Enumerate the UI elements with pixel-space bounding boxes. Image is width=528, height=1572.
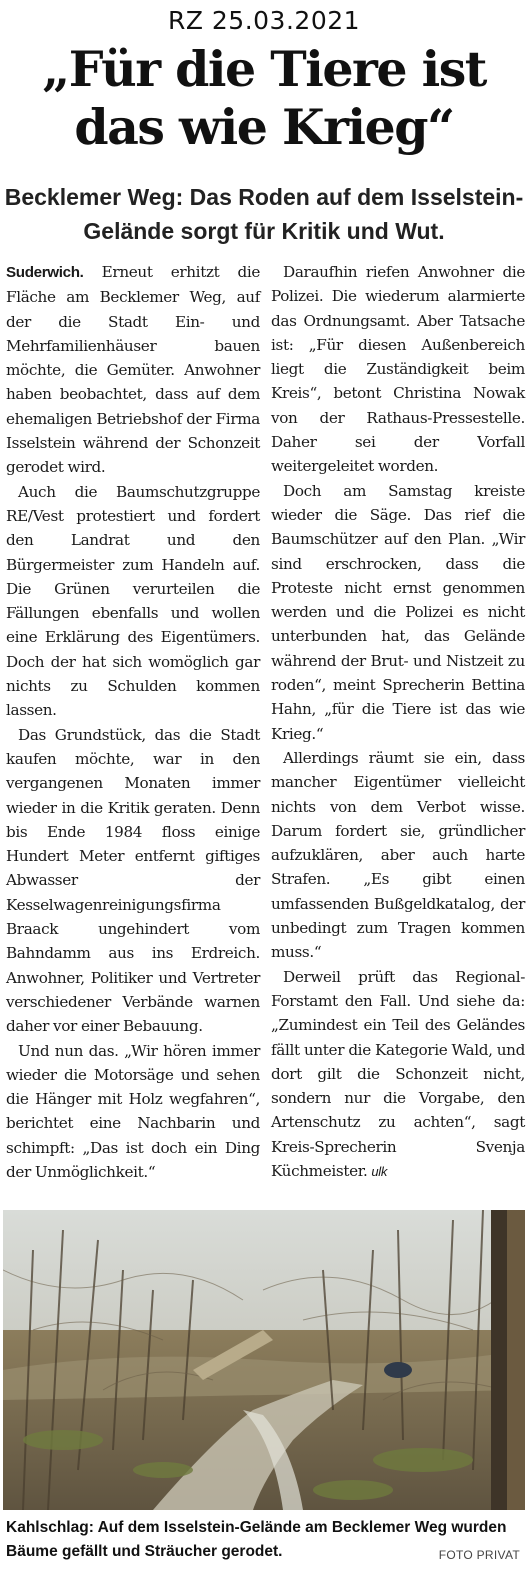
article-paragraph [271, 965, 525, 1185]
article-paragraph [6, 260, 260, 480]
article-paragraph: Daraufhin riefen Anwohner die Polizei. Die wiederum alarmierte das Ordnungsamt. Aber Tatsache ist: „Für diesen Außenbereich liegt die Zuständigkeit beim Kreis“, betont Christina Nowak von der Rathaus-Pressestelle. Daher sei der Vorfall weitergeleitet worden. [271, 263, 525, 476]
author-initials: ulk [371, 1163, 387, 1179]
article-column-left [6, 260, 260, 1184]
article-paragraph: Und nun das. „Wir hören immer wieder die Motorsäge und sehen die Hänger mit Holz wegfahren“, berichtet eine Nachbarin und schimpft: „Das ist doch ein Ding der Unmöglichkeit.“ [6, 1041, 260, 1181]
article-paragraph: Allerdings räumt sie ein, dass mancher Eigentümer vielleicht nichts von dem Verbot wisse. Darum fordert sie, gründlicher aufzuklären, aber auch harte Strafen. „Es gibt einen umfassenden Bußgeldkatalog, der unbedingt zum Tragen kommen muss.“ [271, 748, 525, 962]
forest-clearing-image [3, 1210, 525, 1510]
publication-dateline: RZ 25.03.2021 [167, 6, 361, 35]
paragraph-text: Erneut erhitzt die Fläche am Becklemer Weg, auf der die Stadt Ein- und Mehrfamilienhäuser bauen möchte, die Gemüter. Anwohner haben beobachtet, dass auf dem ehemaligen Betriebshof der Firma Isselstein während der Schonzeit gerodet wird. [6, 263, 260, 477]
article-column-right [271, 260, 525, 1184]
article-photo [3, 1210, 525, 1510]
article-paragraph: Das Grundstück, das die Stadt kaufen möchte, war in den vergangenen Monaten immer wieder in die Kritik geraten. Denn bis Ende 1984 floss einige Hundert Meter entfernt giftiges Abwasser der Kesselwagenreinigungsfirma Braack ungehindert vom Bahndamm aus ins Erdreich. Anwohner, Politiker und Vertreter verschiedener Verbände warnen daher vor einer Bebauung. [6, 725, 260, 1036]
article-subheadline: Becklemer Weg: Das Roden auf dem Isselstein-Gelände sorgt für Kritik und Wut. [4, 184, 524, 244]
dateline-place: Suderwich. [6, 264, 84, 281]
paragraph-text: Derweil prüft das Regional-Forstamt den Fall. Und siehe da: „Zumindest ein Teil des Geländes fällt unter die Kategorie Wald, und dort gilt die Schonzeit nicht, sondern nur die Vorgabe, den Artenschutz zu achten“, sagt Kreis-Sprecherin Svenja Küchmeister. [271, 967, 525, 1180]
photo-caption: Kahlschlag: Auf dem Isselstein-Gelände am Becklemer Weg wurden Bäume gefällt und Sträucher gerodet. [6, 1519, 507, 1560]
article-paragraph: Auch die Baumschutzgruppe RE/Vest protestiert und fordert den Landrat und den Bürgermeister zum Handeln auf. Die Grünen verurteilen die Fällungen ebenfalls und wollen eine Erklärung des Eigentümers. Doch der hat sich womöglich gar nichts zu Schulden kommen lassen. [6, 482, 260, 720]
article-headline: „Für die Tiere ist das wie Krieg“ [42, 40, 486, 156]
photo-credit: FOTO PRIVAT [438, 1548, 520, 1562]
article-paragraph: Doch am Samstag kreiste wieder die Säge. Das rief die Baumschützer auf den Plan. „Wir sind erschrocken, dass die Proteste nicht ernst genommen werden und die Polizei es nicht unterbunden hat, das Gelände während der Brut- und Nistzeit zu roden“, meint Sprecherin Bettina Hahn, „für die Tiere ist das wie Krieg.“ [271, 481, 525, 743]
